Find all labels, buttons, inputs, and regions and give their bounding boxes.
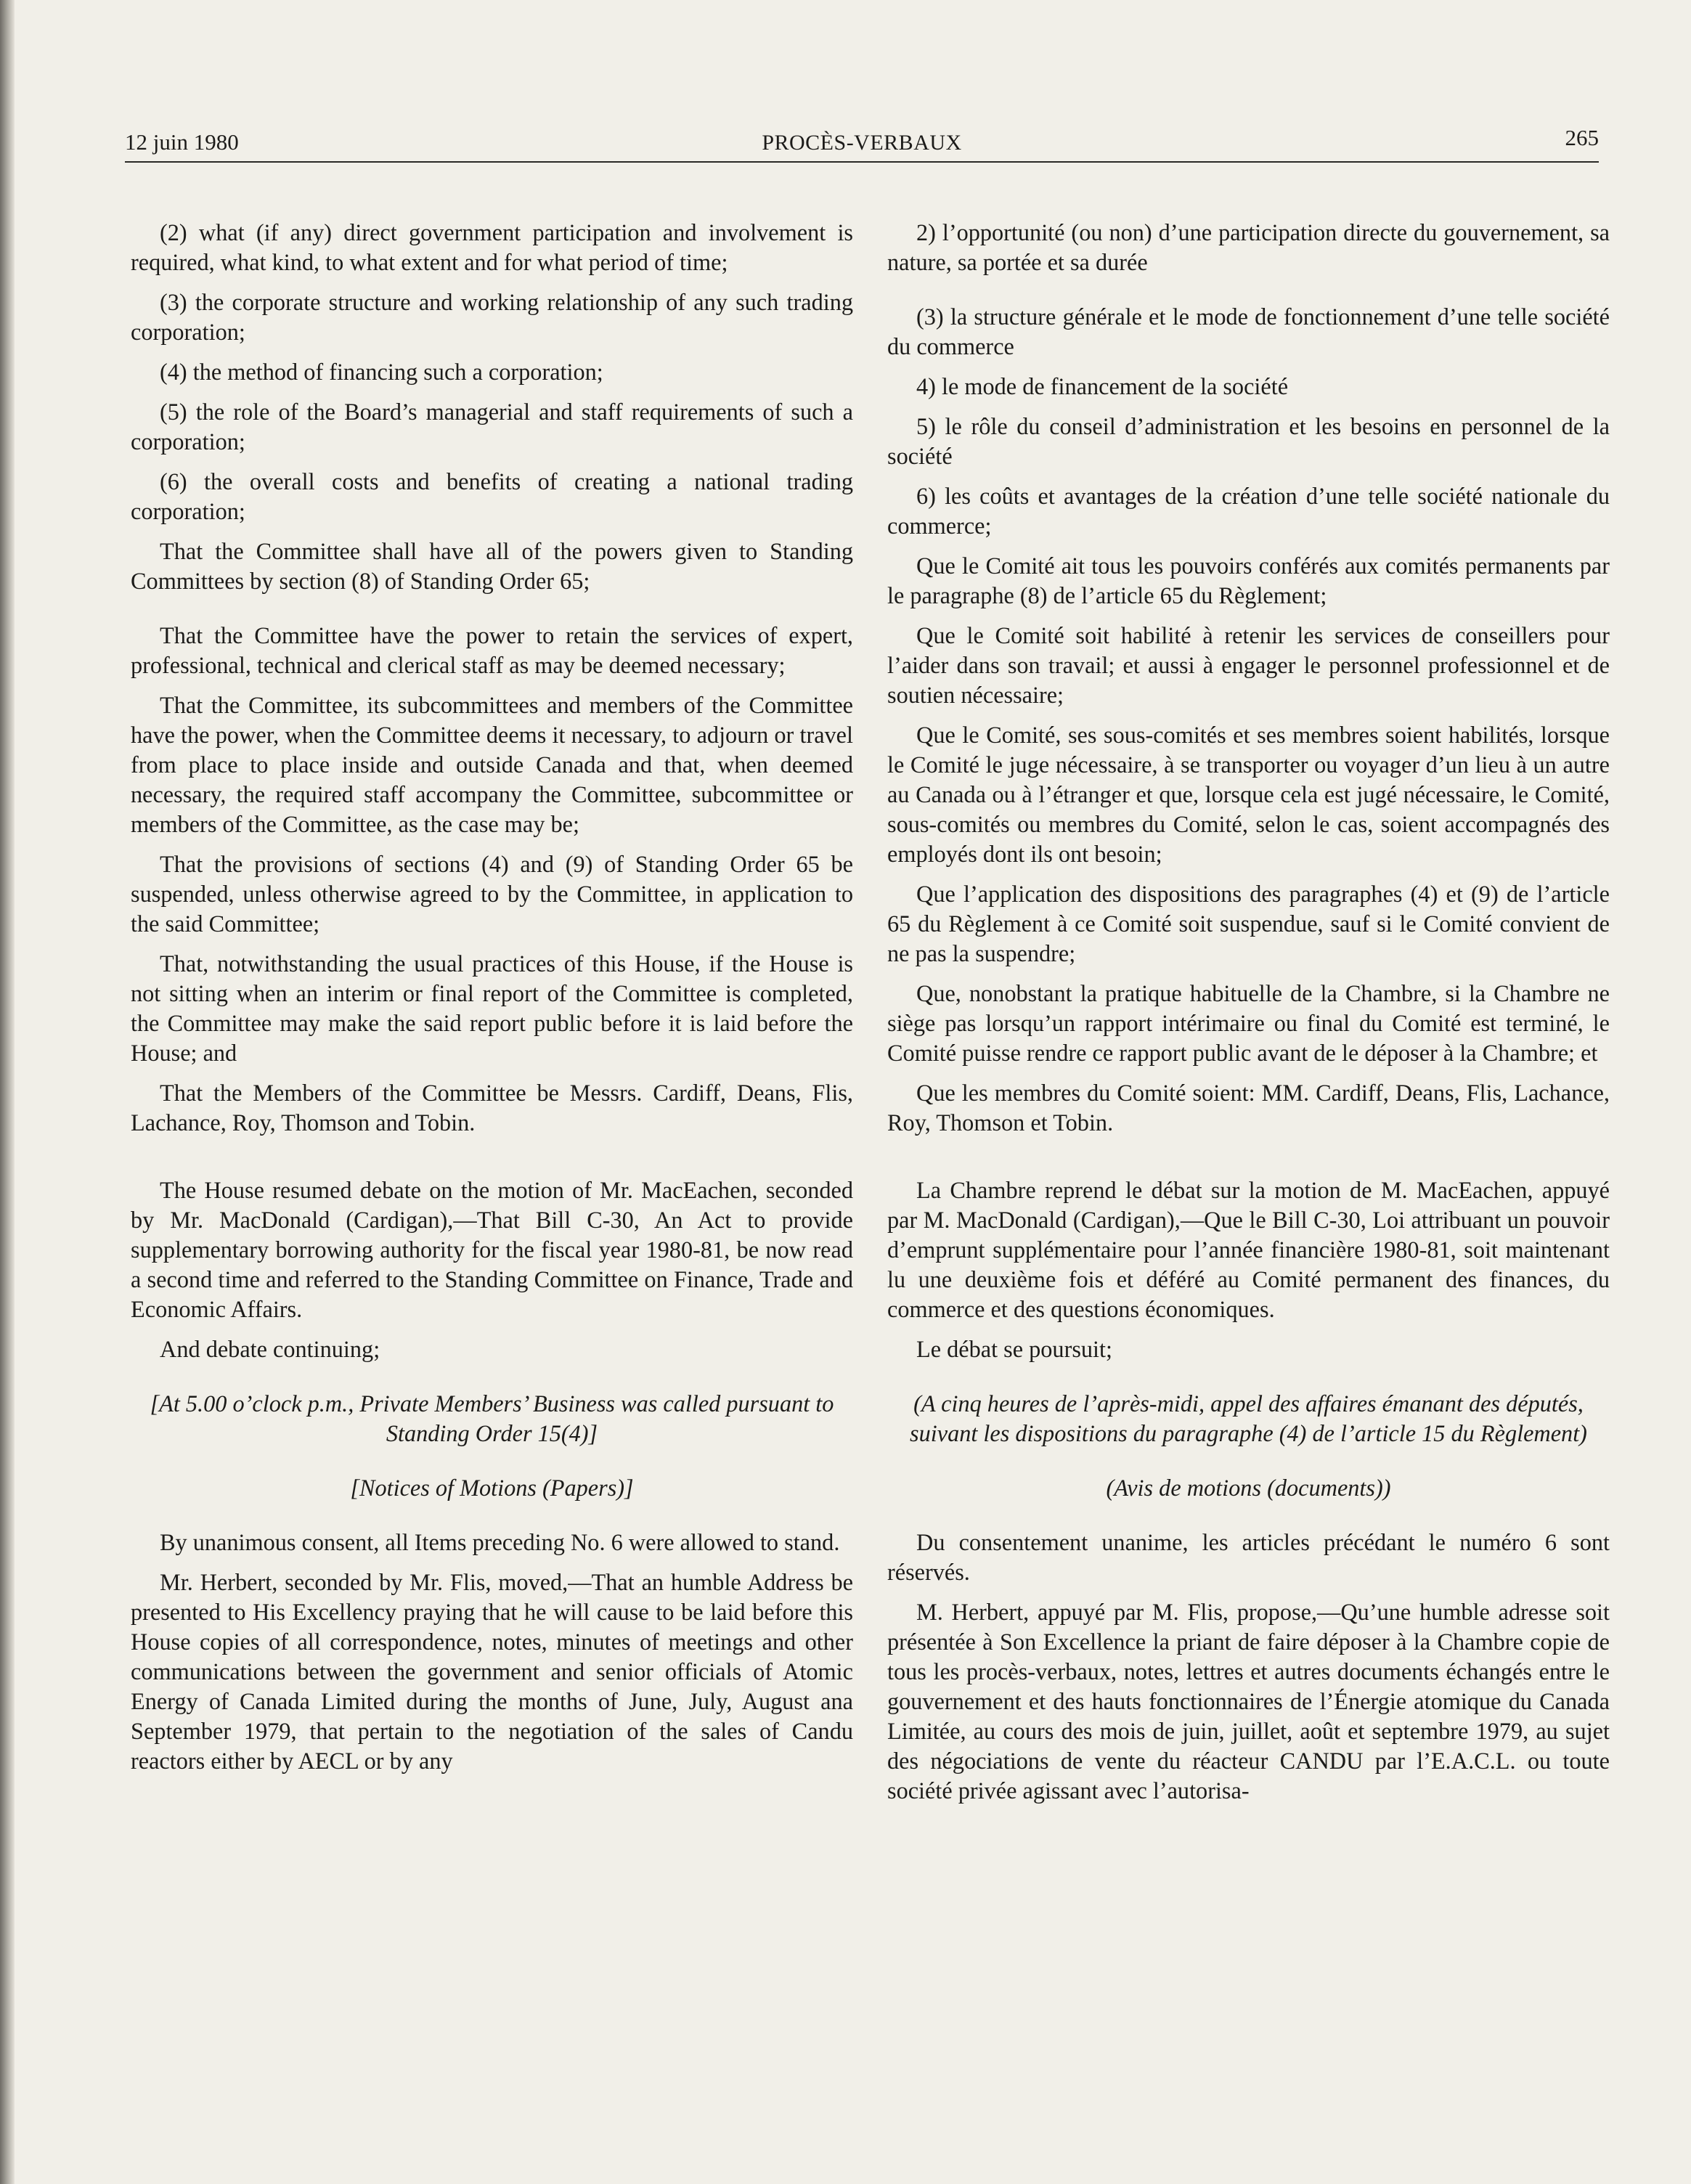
- paragraph: Que le Comité, ses sous-comités et ses membres soient habilités, lorsque le Comité le juge nécessaire, à se transporter ou voyager d’un lieu à un autre au Canada ou à l’étranger et que, lorsque cela est jugé nécessaire, le Comité, sous-comités ou membres du Comité, selon le cas, soient accompagnés des employés dont ils ont besoin;: [887, 722, 1610, 867]
- paragraph: 6) les coûts et avantages de la création d’une telle société nationale du commerce;: [887, 483, 1610, 539]
- paragraph: M. Herbert, appuyé par M. Flis, propose,—Qu’une humble adresse soit présentée à Son Excellence la priant de faire déposer à la Chambre copie de tous les procès-verbaux, notes, lettres et autres documents échangés entre le gouvernement et des hauts fonctionnaires de l’Énergie atomique du Canada Limitée, au cours des mois de juin, juillet, août et septembre 1979, au sujet des négociations de vente du réacteur CANDU par l’E.A.C.L. ou toute société privée agissant avec l’autorisa-: [887, 1599, 1610, 1804]
- paragraph: 4) le mode de financement de la société: [916, 373, 1289, 399]
- paragraph: Que, nonobstant la pratique habituelle de la Chambre, si la Chambre ne siège pas lorsqu’un rapport intérimaire ou final du Comité est terminé, le Comité puisse rendre ce rapport public avant de le déposer à la Chambre; et: [887, 980, 1610, 1066]
- paragraph: Que l’application des dispositions des paragraphes (4) et (9) de l’article 65 du Règlement à ce Comité soit suspendue, sauf si le Comité convient de ne pas la suspendre;: [887, 881, 1610, 966]
- paragraph: By unanimous consent, all Items preceding No. 6 were allowed to stand.: [160, 1529, 840, 1555]
- paragraph: That the Committee have the power to retain the services of expert, professional, technical and clerical staff as may be deemed necessary;: [131, 622, 853, 678]
- paragraph: That the provisions of sections (4) and (9) of Standing Order 65 be suspended, unless otherwise agreed to by the Committee, in application to the said Committee;: [131, 851, 853, 937]
- header-date: 12 juin 1980: [125, 129, 239, 155]
- section-heading: [Notices of Motions (Papers)]: [350, 1475, 634, 1501]
- paragraph: And debate continuing;: [160, 1336, 380, 1362]
- english-column: [131, 218, 853, 1786]
- paragraph: 5) le rôle du conseil d’administration et les besoins en personnel de la société: [887, 413, 1610, 469]
- paragraph: (4) the method of financing such a corporation;: [160, 359, 603, 385]
- paragraph: Que le Comité soit habilité à retenir les services de conseillers pour l’aider dans son travail; et aussi à engager le personnel professionnel et de soutien nécessaire;: [887, 622, 1610, 708]
- paragraph: That the Committee, its subcommittees and members of the Committee have the power, when the Committee deems it necessary, to adjourn or travel from place to place inside and outside Canada and that, when deemed necessary, the required staff accompany the Committee, subcommittee or members of the Committee, as the case may be;: [131, 692, 853, 837]
- paragraph: Que le Comité ait tous les pouvoirs conférés aux comités permanents par le paragraphe (8) de l’article 65 du Règlement;: [887, 553, 1610, 608]
- paragraph: (3) la structure générale et le mode de fonctionnement d’une telle société du commerce: [887, 303, 1610, 359]
- paragraph: (5) the role of the Board’s managerial and staff requirements of such a corporation;: [131, 399, 853, 455]
- paragraph: Du consentement unanime, les articles précédant le numéro 6 sont réservés.: [887, 1529, 1610, 1585]
- page-number: 265: [1565, 125, 1599, 150]
- page-binding-shadow: [0, 0, 15, 2184]
- paragraph: 2) l’opportunité (ou non) d’une participation directe du gouvernement, sa nature, sa portée et sa durée: [887, 219, 1610, 275]
- paragraph: The House resumed debate on the motion of Mr. MacEachen, seconded by Mr. MacDonald (Cardigan),—That Bill C-30, An Act to provide supplementary borrowing authority for the fiscal year 1980-81, be now read a second time and referred to the Standing Committee on Finance, Trade and Economic Affairs.: [131, 1177, 853, 1322]
- paragraph: That, notwithstanding the usual practices of this House, if the House is not sitting when an interim or final report of the Committee is completed, the Committee may make the said report public before it is laid before the House; and: [131, 950, 853, 1066]
- section-heading: (Avis de motions (documents)): [1106, 1475, 1391, 1501]
- procedural-note: [At 5.00 o’clock p.m., Private Members’ Business was called pursuant to Standing Order 15(4)]: [150, 1390, 834, 1446]
- document-page: [125, 102, 1610, 2149]
- running-header: [125, 102, 1599, 163]
- paragraph: (6) the overall costs and benefits of creating a national trading corporation;: [131, 468, 853, 524]
- paragraph: (2) what (if any) direct government participation and involvement is required, what kind, to what extent and for what period of time;: [131, 219, 853, 275]
- paragraph: La Chambre reprend le débat sur la motion de M. MacEachen, appuyé par M. MacDonald (Cardigan),—Que le Bill C-30, Loi attribuant un pouvoir d’emprunt supplémentaire pour l’année financière 1980-81, soit maintenant lu une deuxième fois et déféré au Comité permanent des finances, du commerce et des questions économiques.: [887, 1177, 1610, 1322]
- paragraph: That the Members of the Committee be Messrs. Cardiff, Deans, Flis, Lachance, Roy, Thomson and Tobin.: [131, 1080, 853, 1136]
- french-column: [887, 218, 1610, 1816]
- procedural-note: (A cinq heures de l’après-midi, appel des affaires émanant des députés, suivant les dispositions du paragraphe (4) de l’article 15 du Règlement): [910, 1390, 1587, 1446]
- paragraph: (3) the corporate structure and working relationship of any such trading corporation;: [131, 289, 853, 345]
- paragraph: Que les membres du Comité soient: MM. Cardiff, Deans, Flis, Lachance, Roy, Thomson et Tobin.: [887, 1080, 1610, 1136]
- paragraph: Mr. Herbert, seconded by Mr. Flis, moved,—That an humble Address be presented to His Excellency praying that he will cause to be laid before this House copies of all correspondence, notes, minutes of meetings and other communications between the government and senior officials of Atomic Energy of Canada Limited during the months of June, July, August ana September 1979, that pertain to the negotiation of the sales of Candu reactors either by AECL or by any: [131, 1569, 853, 1774]
- paragraph: That the Committee shall have all of the powers given to Standing Committees by section (8) of Standing Order 65;: [131, 538, 853, 594]
- header-title: PROCÈS-VERBAUX: [762, 131, 962, 155]
- paragraph: Le débat se poursuit;: [916, 1336, 1112, 1362]
